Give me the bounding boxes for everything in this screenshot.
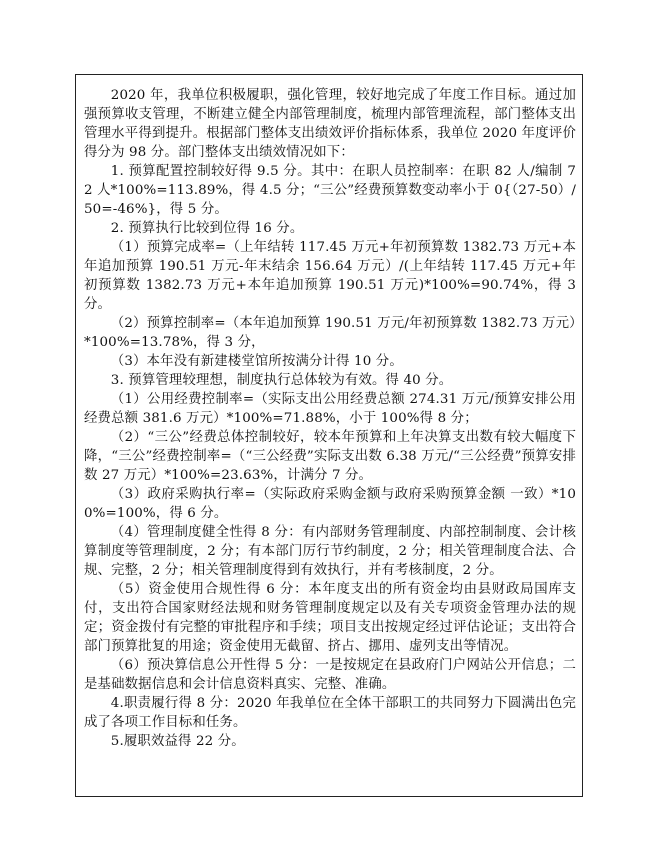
item-5-performance-benefit: 5.履职效益得 22 分。 xyxy=(110,734,245,749)
item-3-1-public-funds: （1）公用经费控制率=（实际支出公用经费总额 274.31 万元/预算安排公用经费总额 381.6 万元）*100%=71.88%，小于 100%得 8 分； xyxy=(84,392,576,426)
item-1-budget-allocation: 1. 预算配置控制较好得 9.5 分。其中：在职人员控制率：在职 82 人/编制 72 人*100%=113.89%，得 4.5 分；“三公”经费预算数变动率小于 0{（27-50）/50=-46%}，得 5 分。 xyxy=(84,164,576,217)
item-3-3-procurement: （3）政府采购执行率=（实际政府采购金额与政府采购预算金额 一致）*100%=100%，得 6 分。 xyxy=(84,487,576,521)
item-2-1-completion-rate: （1）预算完成率=（上年结转 117.45 万元+年初预算数 1382.73 万元+本年追加预算 190.51 万元-年末结余 156.64 万元）/(上年结转 117.45 万元+年初预算数 1382.73 万元+本年追加预算 190.51 万元)*100%=90.74%，得 3 分。 xyxy=(84,240,576,312)
intro-paragraph: 2020 年，我单位积极履职，强化管理，较好地完成了年度工作目标。通过加强预算收支管理，不断建立健全内部管理制度，梳理内部管理流程，部门整体支出管理水平得到提升。根据部门整体支出绩效评价指标体系，我单位 2020 年度评价得分为 98 分。部门整体支出绩效情况如下： xyxy=(84,88,576,160)
item-3-5-fund-compliance: （5）资金使用合规性得 6 分：本年度支出的所有资金均由县财政局国库支付，支出符合国家财经法规和财务管理制度规定以及有关专项资金管理办法的规定；资金拨付有完整的审批程序和手续；项目支出按规定经过评估论证；支出符合部门预算批复的用途；资金使用无截留、挤占、挪用、虚列支出等情况。 xyxy=(84,582,576,654)
item-2-3-buildings: （3）本年没有新建楼堂馆所按满分计得 10 分。 xyxy=(110,354,403,369)
item-2-budget-execution: 2. 预算执行比较到位得 16 分。 xyxy=(110,221,304,236)
item-3-6-disclosure: （6）预决算信息公开性得 5 分：一是按规定在县政府门户网站公开信息；二是基础数据信息和会计信息资料真实、完整、准确。 xyxy=(84,658,576,692)
item-4-duty-performance: 4.职责履行得 8 分：2020 年我单位在全体干部职工的共同努力下圆满出色完成了各项工作目标和任务。 xyxy=(84,696,576,730)
item-3-4-management-system: （4）管理制度健全性得 8 分：有内部财务管理制度、内部控制制度、会计核算制度等管理制度，2 分；有本部门厉行节约制度，2 分；相关管理制度合法、合规、完整，2 分；相关管理制度得到有效执行，并有考核制度，2 分。 xyxy=(84,525,576,578)
item-3-budget-management: 3. 预算管理较理想，制度执行总体较为有效。得 40 分。 xyxy=(110,373,453,388)
document-body xyxy=(84,86,576,751)
item-3-2-three-public: （2）“三公”经费总体控制较好，较本年预算和上年决算支出数有较大幅度下降，“三公”经费控制率=（“三公经费”实际支出数 6.38 万元/“三公经费”预算安排数 27 万元）*100%=23.63%，计满分 7 分。 xyxy=(84,430,576,483)
item-2-2-control-rate: （2）预算控制率=（本年追加预算 190.51 万元/年初预算数 1382.73 万元）*100%=13.78%，得 3 分， xyxy=(84,316,576,350)
